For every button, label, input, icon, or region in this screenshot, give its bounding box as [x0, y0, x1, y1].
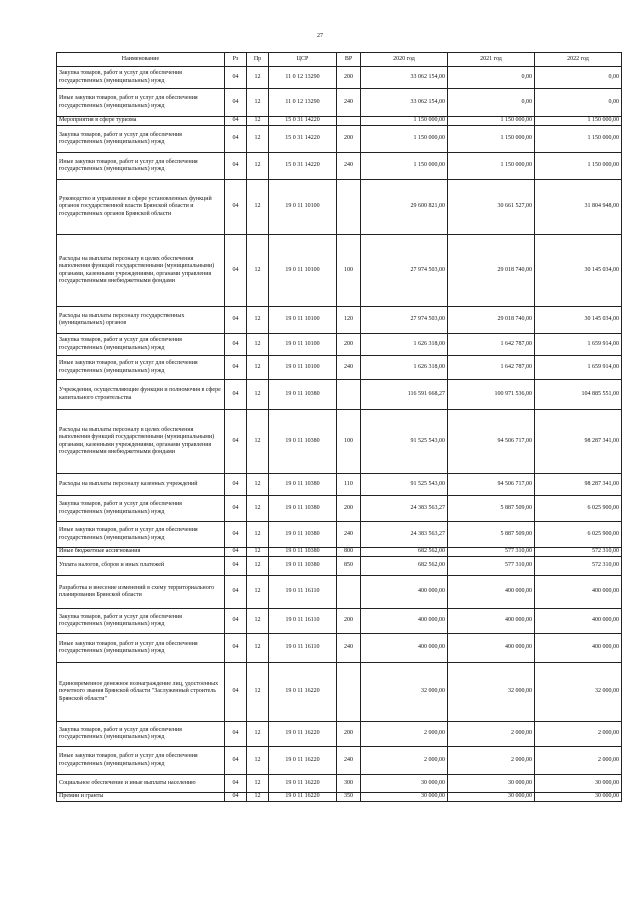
cell-name: Закупка товаров, работ и услуг для обеспечения государственных (муниципальных) нужд: [57, 67, 225, 89]
cell-rz: 04: [225, 117, 247, 126]
table-row: [57, 634, 622, 663]
cell-pr: 12: [247, 474, 269, 496]
cell-2021: 1 150 000,00: [448, 126, 535, 153]
cell-2021: 30 661 527,00: [448, 180, 535, 235]
cell-2022: 400 000,00: [535, 634, 622, 663]
cell-rz: 04: [225, 180, 247, 235]
cell-2021: 577 310,00: [448, 557, 535, 576]
cell-vr: 110: [337, 474, 361, 496]
cell-pr: 12: [247, 126, 269, 153]
cell-2020: 682 562,00: [361, 557, 448, 576]
cell-csr: 19 0 11 10100: [269, 180, 337, 235]
cell-name: Закупка товаров, работ и услуг для обеспечения государственных (муниципальных) нужд: [57, 126, 225, 153]
cell-2022: 6 025 900,00: [535, 496, 622, 522]
cell-name: Социальное обеспечение и иные выплаты населению: [57, 775, 225, 793]
cell-vr: 100: [337, 235, 361, 307]
table-row: [57, 548, 622, 557]
cell-2020: 1 150 000,00: [361, 117, 448, 126]
cell-name: Расходы на выплаты персоналу в целях обеспечения выполнения функций государственными (муниципальными) органами, казенными учреждениями, органами управления государственными внебюджетными фондами: [57, 235, 225, 307]
cell-pr: 12: [247, 410, 269, 474]
cell-pr: 12: [247, 334, 269, 356]
cell-pr: 12: [247, 496, 269, 522]
cell-vr: 240: [337, 747, 361, 775]
cell-2022: 572 310,00: [535, 548, 622, 557]
header-vr: ВР: [337, 53, 361, 67]
cell-pr: 12: [247, 180, 269, 235]
cell-pr: 12: [247, 522, 269, 548]
table-row: [57, 410, 622, 474]
cell-2020: 2 000,00: [361, 722, 448, 747]
cell-2022: 32 000,00: [535, 663, 622, 722]
cell-rz: 04: [225, 126, 247, 153]
cell-rz: 04: [225, 722, 247, 747]
cell-csr: 19 0 11 10100: [269, 356, 337, 380]
cell-pr: 12: [247, 576, 269, 609]
cell-rz: 04: [225, 380, 247, 410]
table-row: [57, 474, 622, 496]
cell-2020: 682 562,00: [361, 548, 448, 557]
cell-2020: 91 525 543,00: [361, 474, 448, 496]
cell-2022: 1 150 000,00: [535, 117, 622, 126]
header-pr: Пр: [247, 53, 269, 67]
cell-rz: 04: [225, 576, 247, 609]
cell-name: Руководство и управление в сфере установленных функций органов государственной власти Брянской области и государственных органов Брянской области: [57, 180, 225, 235]
cell-2020: 24 383 563,27: [361, 496, 448, 522]
table-row: [57, 126, 622, 153]
cell-csr: 19 0 11 10380: [269, 522, 337, 548]
cell-2022: 2 000,00: [535, 747, 622, 775]
cell-2022: 572 310,00: [535, 557, 622, 576]
cell-2022: 30 000,00: [535, 775, 622, 793]
table-header-row: [57, 53, 622, 67]
cell-2020: 30 000,00: [361, 793, 448, 802]
cell-pr: 12: [247, 380, 269, 410]
cell-2021: 400 000,00: [448, 576, 535, 609]
cell-vr: 240: [337, 356, 361, 380]
cell-2021: 1 150 000,00: [448, 153, 535, 180]
cell-pr: 12: [247, 722, 269, 747]
table-row: [57, 793, 622, 802]
cell-name: Единовременное денежное вознаграждение лиц, удостоенных почетного звания Брянской области "Заслуженный строитель Брянской области": [57, 663, 225, 722]
cell-csr: 19 0 11 16220: [269, 722, 337, 747]
header-2020: 2020 год: [361, 53, 448, 67]
cell-rz: 04: [225, 307, 247, 334]
cell-name: Иные закупки товаров, работ и услуг для обеспечения государственных (муниципальных) нужд: [57, 356, 225, 380]
cell-vr: 200: [337, 609, 361, 634]
header-2022: 2022 год: [535, 53, 622, 67]
cell-csr: 19 0 11 16110: [269, 609, 337, 634]
table-row: [57, 235, 622, 307]
cell-rz: 04: [225, 775, 247, 793]
cell-2022: 31 804 948,00: [535, 180, 622, 235]
cell-2020: 27 974 503,00: [361, 235, 448, 307]
cell-2020: 2 000,00: [361, 747, 448, 775]
cell-2020: 29 600 821,00: [361, 180, 448, 235]
cell-2021: 100 971 536,00: [448, 380, 535, 410]
table-row: [57, 663, 622, 722]
table-row: [57, 180, 622, 235]
cell-csr: 15 0 31 14220: [269, 153, 337, 180]
cell-2021: 5 887 509,00: [448, 522, 535, 548]
cell-2022: 0,00: [535, 67, 622, 89]
cell-csr: 19 0 11 10380: [269, 474, 337, 496]
cell-2021: 577 310,00: [448, 548, 535, 557]
cell-vr: 300: [337, 775, 361, 793]
cell-rz: 04: [225, 634, 247, 663]
cell-2021: 1 150 000,00: [448, 117, 535, 126]
header-2021: 2021 год: [448, 53, 535, 67]
cell-2021: 400 000,00: [448, 634, 535, 663]
cell-rz: 04: [225, 747, 247, 775]
header-csr: ЦСР: [269, 53, 337, 67]
cell-pr: 12: [247, 67, 269, 89]
cell-2022: 400 000,00: [535, 609, 622, 634]
table-row: [57, 576, 622, 609]
cell-2021: 30 000,00: [448, 775, 535, 793]
cell-2021: 1 642 787,00: [448, 334, 535, 356]
page-number: 27: [317, 33, 323, 39]
budget-table: [56, 52, 622, 802]
cell-2021: 32 000,00: [448, 663, 535, 722]
cell-2022: 30 145 034,00: [535, 235, 622, 307]
cell-2020: 1 626 318,00: [361, 356, 448, 380]
cell-csr: 11 0 12 13290: [269, 67, 337, 89]
table-row: [57, 307, 622, 334]
cell-2020: 32 000,00: [361, 663, 448, 722]
cell-csr: 15 0 31 14220: [269, 126, 337, 153]
table-row: [57, 747, 622, 775]
cell-name: Иные закупки товаров, работ и услуг для обеспечения государственных (муниципальных) нужд: [57, 634, 225, 663]
cell-2020: 1 150 000,00: [361, 153, 448, 180]
cell-pr: 12: [247, 557, 269, 576]
cell-csr: 19 0 11 16110: [269, 634, 337, 663]
cell-pr: 12: [247, 747, 269, 775]
cell-2021: 0,00: [448, 89, 535, 117]
table-row: [57, 356, 622, 380]
cell-csr: 19 0 11 10380: [269, 410, 337, 474]
cell-vr: 240: [337, 522, 361, 548]
table-row: [57, 722, 622, 747]
cell-2020: 24 383 563,27: [361, 522, 448, 548]
cell-csr: 11 0 12 13290: [269, 89, 337, 117]
cell-pr: 12: [247, 775, 269, 793]
cell-csr: 19 0 11 10380: [269, 496, 337, 522]
cell-pr: 12: [247, 663, 269, 722]
cell-vr: [337, 180, 361, 235]
cell-2022: 1 150 000,00: [535, 126, 622, 153]
cell-csr: 19 0 11 10100: [269, 307, 337, 334]
cell-vr: 200: [337, 67, 361, 89]
cell-rz: 04: [225, 153, 247, 180]
table-row: [57, 557, 622, 576]
cell-pr: 12: [247, 235, 269, 307]
cell-rz: 04: [225, 793, 247, 802]
table-row: [57, 67, 622, 89]
cell-rz: 04: [225, 67, 247, 89]
table-row: [57, 153, 622, 180]
cell-name: Расходы на выплаты персоналу в целях обеспечения выполнения функций государственными (муниципальными) органами, казенными учреждениями, органами управления государственными внебюджетными фондами: [57, 410, 225, 474]
cell-rz: 04: [225, 235, 247, 307]
table-row: [57, 522, 622, 548]
cell-rz: 04: [225, 89, 247, 117]
cell-2021: 5 887 509,00: [448, 496, 535, 522]
cell-vr: 200: [337, 496, 361, 522]
cell-csr: 19 0 11 10380: [269, 380, 337, 410]
table-row: [57, 89, 622, 117]
cell-vr: 200: [337, 722, 361, 747]
table-body: [57, 67, 622, 802]
cell-2020: 400 000,00: [361, 576, 448, 609]
cell-name: Расходы на выплаты персоналу государственных (муниципальных) органов: [57, 307, 225, 334]
cell-name: Закупка товаров, работ и услуг для обеспечения государственных (муниципальных) нужд: [57, 722, 225, 747]
cell-rz: 04: [225, 474, 247, 496]
cell-vr: 350: [337, 793, 361, 802]
cell-csr: 19 0 11 10100: [269, 334, 337, 356]
cell-2021: 29 018 740,00: [448, 307, 535, 334]
cell-name: Иные бюджетные ассигнования: [57, 548, 225, 557]
cell-csr: 19 0 11 16220: [269, 793, 337, 802]
cell-vr: 200: [337, 126, 361, 153]
cell-2021: 400 000,00: [448, 609, 535, 634]
cell-rz: 04: [225, 557, 247, 576]
cell-2022: 30 145 034,00: [535, 307, 622, 334]
cell-2022: 98 287 341,00: [535, 474, 622, 496]
cell-vr: [337, 380, 361, 410]
cell-name: Иные закупки товаров, работ и услуг для обеспечения государственных (муниципальных) нужд: [57, 747, 225, 775]
cell-name: Мероприятия в сфере туризма: [57, 117, 225, 126]
cell-name: Расходы на выплаты персоналу казенных учреждений: [57, 474, 225, 496]
cell-2022: 400 000,00: [535, 576, 622, 609]
cell-csr: 19 0 11 16110: [269, 576, 337, 609]
cell-name: Премии и гранты: [57, 793, 225, 802]
cell-name: Закупка товаров, работ и услуг для обеспечения государственных (муниципальных) нужд: [57, 334, 225, 356]
cell-2022: 1 150 000,00: [535, 153, 622, 180]
cell-vr: [337, 117, 361, 126]
cell-2021: 94 506 717,00: [448, 410, 535, 474]
cell-2022: 104 885 551,00: [535, 380, 622, 410]
cell-2022: 0,00: [535, 89, 622, 117]
cell-2020: 30 000,00: [361, 775, 448, 793]
cell-pr: 12: [247, 609, 269, 634]
cell-2020: 116 591 668,27: [361, 380, 448, 410]
table-row: [57, 775, 622, 793]
table-row: [57, 609, 622, 634]
cell-2020: 400 000,00: [361, 634, 448, 663]
cell-rz: 04: [225, 356, 247, 380]
cell-vr: 240: [337, 634, 361, 663]
cell-csr: 19 0 11 16220: [269, 663, 337, 722]
cell-rz: 04: [225, 496, 247, 522]
header-name: Наименование: [57, 53, 225, 67]
cell-vr: 800: [337, 548, 361, 557]
cell-name: Иные закупки товаров, работ и услуг для обеспечения государственных (муниципальных) нужд: [57, 153, 225, 180]
cell-vr: 240: [337, 89, 361, 117]
table-row: [57, 334, 622, 356]
cell-vr: [337, 576, 361, 609]
cell-2020: 1 150 000,00: [361, 126, 448, 153]
cell-2021: 30 000,00: [448, 793, 535, 802]
cell-rz: 04: [225, 548, 247, 557]
cell-vr: 850: [337, 557, 361, 576]
cell-rz: 04: [225, 609, 247, 634]
table-row: [57, 380, 622, 410]
cell-pr: 12: [247, 89, 269, 117]
cell-pr: 12: [247, 634, 269, 663]
cell-2022: 6 025 900,00: [535, 522, 622, 548]
table-row: [57, 496, 622, 522]
table-row: [57, 117, 622, 126]
cell-name: Иные закупки товаров, работ и услуг для обеспечения государственных (муниципальных) нужд: [57, 522, 225, 548]
cell-2022: 1 659 914,00: [535, 356, 622, 380]
cell-vr: 240: [337, 153, 361, 180]
cell-2020: 27 974 503,00: [361, 307, 448, 334]
cell-2021: 0,00: [448, 67, 535, 89]
cell-name: Закупка товаров, работ и услуг для обеспечения государственных (муниципальных) нужд: [57, 496, 225, 522]
cell-2022: 30 000,00: [535, 793, 622, 802]
cell-2022: 98 287 341,00: [535, 410, 622, 474]
cell-vr: [337, 663, 361, 722]
cell-csr: 19 0 11 16220: [269, 747, 337, 775]
cell-pr: 12: [247, 548, 269, 557]
cell-2021: 94 506 717,00: [448, 474, 535, 496]
cell-2022: 2 000,00: [535, 722, 622, 747]
cell-2021: 29 018 740,00: [448, 235, 535, 307]
cell-name: Разработка и внесение изменений в схему территориального планирования Брянской области: [57, 576, 225, 609]
cell-2020: 33 062 154,00: [361, 67, 448, 89]
cell-csr: 15 0 31 14220: [269, 117, 337, 126]
cell-vr: 100: [337, 410, 361, 474]
cell-vr: 200: [337, 334, 361, 356]
cell-pr: 12: [247, 117, 269, 126]
cell-name: Иные закупки товаров, работ и услуг для обеспечения государственных (муниципальных) нужд: [57, 89, 225, 117]
cell-rz: 04: [225, 522, 247, 548]
cell-2020: 400 000,00: [361, 609, 448, 634]
cell-pr: 12: [247, 356, 269, 380]
cell-name: Закупка товаров, работ и услуг для обеспечения государственных (муниципальных) нужд: [57, 609, 225, 634]
cell-2021: 2 000,00: [448, 747, 535, 775]
cell-2020: 91 525 543,00: [361, 410, 448, 474]
cell-rz: 04: [225, 410, 247, 474]
cell-csr: 19 0 11 10100: [269, 235, 337, 307]
cell-csr: 19 0 11 10380: [269, 557, 337, 576]
cell-csr: 19 0 11 10380: [269, 548, 337, 557]
cell-2020: 33 062 154,00: [361, 89, 448, 117]
cell-2021: 1 642 787,00: [448, 356, 535, 380]
cell-pr: 12: [247, 793, 269, 802]
cell-pr: 12: [247, 153, 269, 180]
cell-2020: 1 626 318,00: [361, 334, 448, 356]
cell-2022: 1 659 914,00: [535, 334, 622, 356]
cell-name: Уплата налогов, сборов и иных платежей: [57, 557, 225, 576]
cell-csr: 19 0 11 16220: [269, 775, 337, 793]
cell-rz: 04: [225, 663, 247, 722]
cell-vr: 120: [337, 307, 361, 334]
cell-pr: 12: [247, 307, 269, 334]
cell-rz: 04: [225, 334, 247, 356]
cell-name: Учреждения, осуществляющие функции и полномочия в сфере капитального строительства: [57, 380, 225, 410]
cell-2021: 2 000,00: [448, 722, 535, 747]
header-rz: Рз: [225, 53, 247, 67]
